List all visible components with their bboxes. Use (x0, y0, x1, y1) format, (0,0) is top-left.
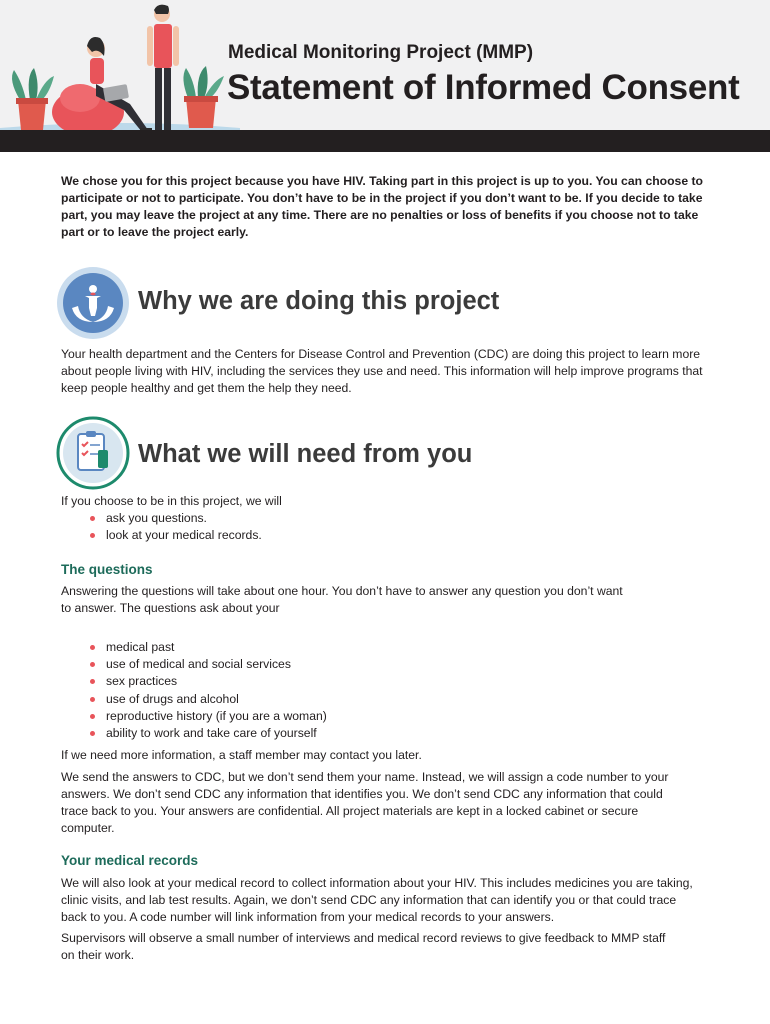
list-item: use of drugs and alcohol (88, 691, 327, 708)
intro-paragraph: We chose you for this project because you have HIV. Taking part in this project is up to you. You can choose to participate or not to participate. You don’t have to be in the project if you don’t want to be. If you decide to take part, you may leave the project at any time. There are no penalties or loss of benefits if you choose not to take part or to leave the project early. (61, 174, 704, 239)
why-section-title: Why we are doing this project (138, 287, 500, 315)
list-item: medical past (88, 639, 327, 656)
confidential-paragraph: We send the answers to CDC, but we don’t send them your name. Instead, we will assign a code number to your answers. We don’t send CDC any information that identifies you. We don’t send CDC any information that could trace back to you. Your answers are confidential. All project materials are kept in a locked cabinet or secure computer. (61, 770, 669, 835)
header-banner (0, 0, 770, 152)
page-title: Statement of Informed Consent (227, 68, 740, 107)
records-heading: Your medical records (61, 853, 199, 868)
followup-paragraph: If we need more information, a staff member may contact you later. (61, 748, 422, 762)
plant-icon (183, 66, 224, 128)
supervisors-paragraph: Supervisors will observe a small number of interviews and medical record reviews to give feedback to MMP staff on their work. (61, 931, 666, 962)
need-lead: If you choose to be in this project, we will (61, 494, 282, 508)
list-item: look at your medical records. (88, 527, 262, 544)
why-paragraph: Your health department and the Centers for Disease Control and Prevention (CDC) are doing this project to learn more about people living with HIV, including the services they use and need. This information will help improve programs that keep people healthy and get them the help they need. (61, 347, 703, 395)
standing-man-illustration (147, 5, 179, 130)
need-section-title: What we will need from you (138, 440, 473, 468)
questions-paragraph: Answering the questions will take about one hour. You don’t have to answer any question you don’t want to answer. The questions ask about your (61, 584, 623, 615)
list-item: reproductive history (if you are a woman) (88, 708, 327, 725)
questions-heading: The questions (61, 562, 153, 577)
hands-person-icon (56, 266, 130, 340)
header-divider-bar (0, 130, 770, 152)
project-subtitle: Medical Monitoring Project (MMP) (228, 42, 534, 63)
list-item: use of medical and social services (88, 656, 327, 673)
questions-bullet-list (88, 639, 327, 742)
list-item: ability to work and take care of yourself (88, 725, 327, 742)
need-bullet-list (88, 510, 262, 544)
list-item: ask you questions. (88, 510, 262, 527)
plant-icon (12, 68, 54, 130)
clipboard-icon (56, 416, 130, 490)
records-paragraph: We will also look at your medical record to collect information about your HIV. This includes medicines you are taking, clinic visits, and lab test results. Again, we don’t send CDC any information that can identify you or that could trace back to you. A code number will link information from your medical records to your answers. (61, 876, 693, 924)
list-item: sex practices (88, 673, 327, 690)
woman-on-beanbag-illustration (52, 37, 152, 136)
